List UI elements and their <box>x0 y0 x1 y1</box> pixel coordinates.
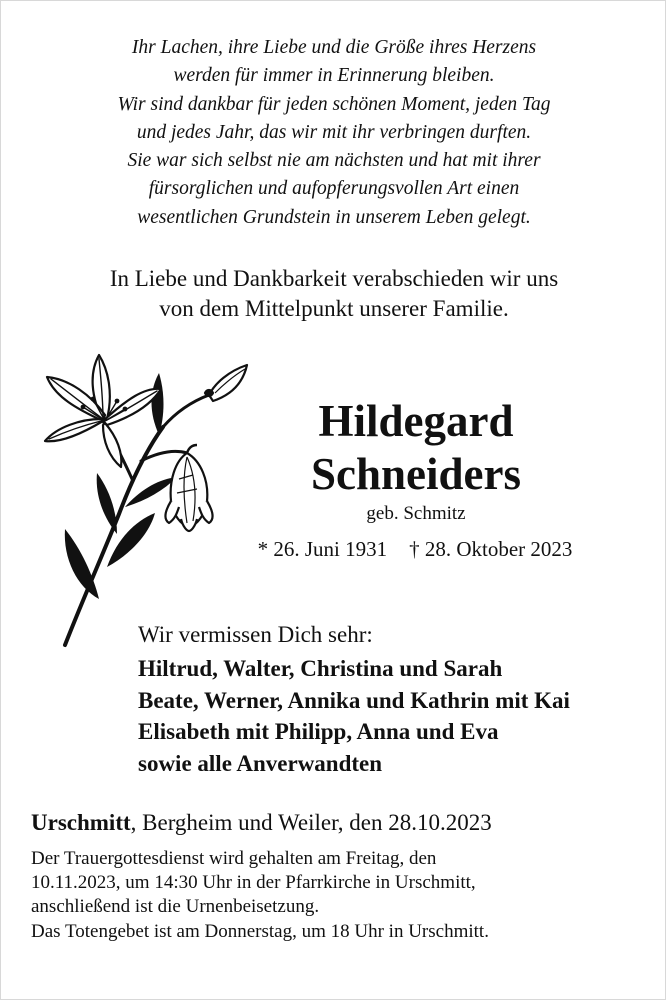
verse-line: Ihr Lachen, ihre Liebe und die Größe ihres Herzens <box>131 37 537 58</box>
farewell-intro <box>21 264 647 324</box>
mourners-heading: Wir vermissen Dich sehr: <box>138 622 373 647</box>
service-line: Der Trauergottesdienst wird gehalten am Freitag, den <box>31 848 437 869</box>
service-details <box>31 847 489 944</box>
service-line: Das Totengebet ist am Donnerstag, um 18 Uhr in Urschmitt. <box>31 920 489 942</box>
verse-line: werden für immer in Erinnerung bleiben. <box>173 65 495 87</box>
mourner-line: sowie alle Anverwandten <box>138 750 383 776</box>
lily-flower-icon <box>37 349 255 649</box>
verse-line: Sie war sich selbst nie am nächsten und hat mit ihrer <box>127 150 541 172</box>
deceased-last-name: Schneiders <box>310 449 521 499</box>
verse-line: Wir sind dankbar für jeden schönen Moment, jeden Tag <box>117 93 551 115</box>
mourner-line: Hiltrud, Walter, Christina und Sarah <box>138 656 503 681</box>
intro-line: von dem Mittelpunkt unserer Familie. <box>159 296 509 321</box>
memorial-verse <box>21 34 647 232</box>
verse-line: fürsorglichen und aufopferungsvollen Art einen <box>148 178 520 200</box>
service-line: 10.11.2023, um 14:30 Uhr in der Pfarrkirche in Urschmitt, <box>31 872 476 894</box>
deceased-first-name: Hildegard <box>318 396 514 446</box>
place-and-date <box>31 808 492 838</box>
place-name: Urschmitt <box>31 810 131 835</box>
mourner-line: Elisabeth mit Philipp, Anna und Eva <box>138 719 499 744</box>
death-date: † 28. Oktober 2023 <box>409 537 573 561</box>
birth-date: * 26. Juni 1931 <box>257 537 388 561</box>
service-line: anschließend ist die Urnenbeisetzung. <box>31 896 320 918</box>
intro-line: In Liebe und Dankbarkeit verabschieden wir uns <box>109 266 559 291</box>
life-dates <box>229 536 601 562</box>
verse-line: und jedes Jahr, das wir mit ihr verbringen durften. <box>136 121 532 143</box>
verse-line: wesentlichen Grundstein in unserem Leben gelegt. <box>137 206 531 228</box>
maiden-name: geb. Schmitz <box>366 503 466 524</box>
place-date-rest: , Bergheim und Weiler, den 28.10.2023 <box>130 810 492 835</box>
mourners-list <box>138 653 570 779</box>
mourner-line: Beate, Werner, Annika und Kathrin mit Kai <box>138 687 570 713</box>
